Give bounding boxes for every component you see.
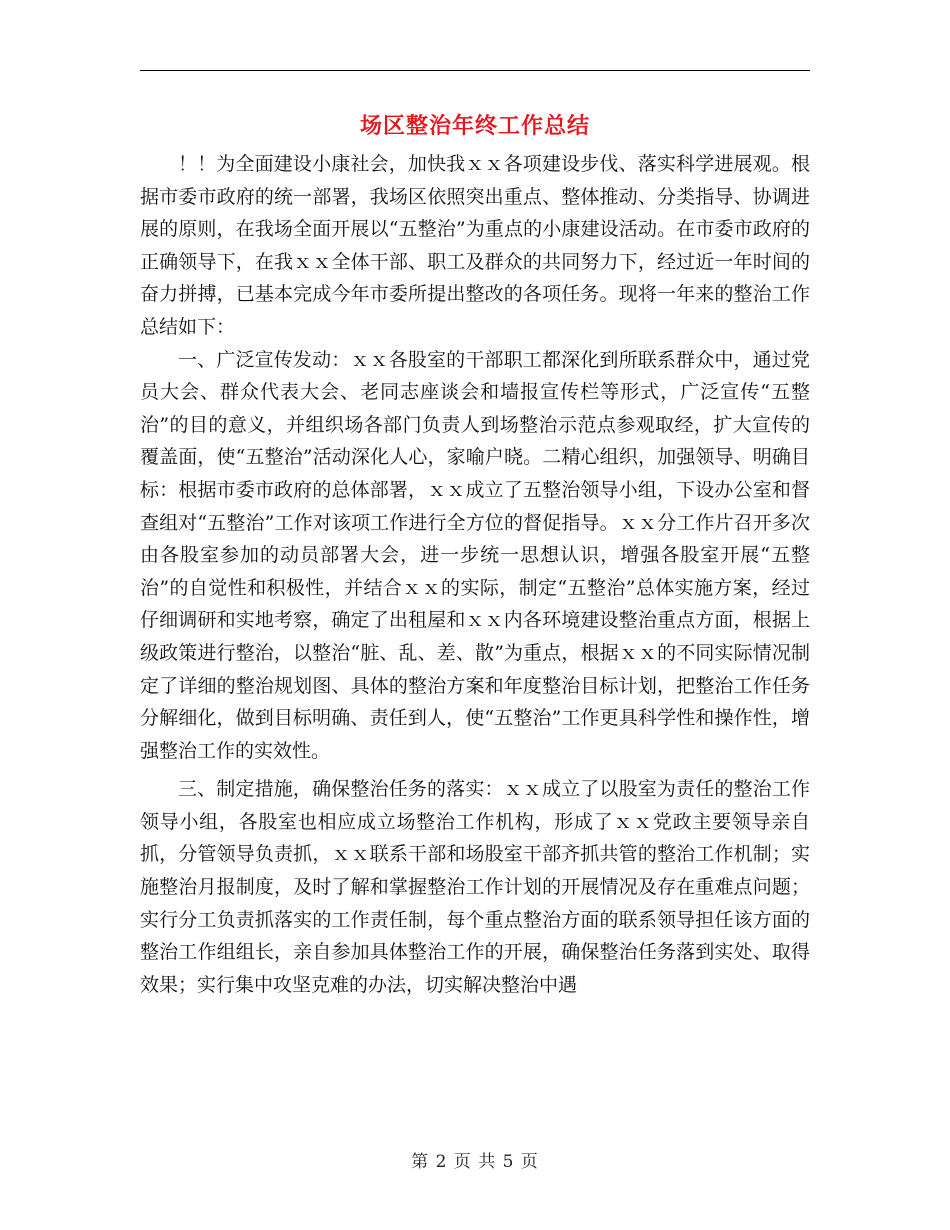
body-paragraph-measures: 三、制定措施，确保整治任务的落实：ｘｘ成立了以股室为责任的整治工作领导小组，各股室也相应成立场整治工作机构，形成了ｘｘ党政主要领导亲自抓，分管领导负责抓，ｘｘ联系干部和场股室干部齐抓共管的整治工作机制；实施整治月报制度，及时了解和掌握整治工作计划的开展情况及存在重难点问题；实行分工负责抓落实的工作责任制，每个重点整治方面的联系领导担任该方面的整治工作组组长，亲自参加具体整治工作的开展，确保整治任务落到实处、取得效果；实行集中攻坚克难的办法，切实解决整治中遇 bbox=[140, 778, 810, 996]
document-body bbox=[140, 148, 810, 1001]
document-title: 场区整治年终工作总结 bbox=[359, 113, 590, 139]
page-number: 第 2 页 共 5 页 bbox=[411, 1152, 539, 1172]
body-paragraph-publicity: 一、广泛宣传发动：ｘｘ各股室的干部职工都深化到所联系群众中，通过党员大会、群众代表大会、老同志座谈会和墙报宣传栏等形式，广泛宣传“五整治”的目的意义，并组织场各部门负责人到场整治示范点参观取经，扩大宣传的覆盖面，使“五整治”活动深化人心，家喻户晓。二精心组织，加强领导、明确目标：根据市委市政府的总体部署，ｘｘ成立了五整治领导小组，下设办公室和督查组对“五整治”工作对该项工作进行全方位的督促指导。ｘｘ分工作片召开多次由各股室参加的动员部署大会，进一步统一思想认识，增强各股室开展“五整治”的自觉性和积极性，并结合ｘｘ的实际，制定“五整治”总体实施方案，经过仔细调研和实地考察，确定了出租屋和ｘｘ内各环境建设整治重点方面，根据上级政策进行整治，以整治“脏、乱、差、散”为重点，根据ｘｘ的不同实际情况制定了详细的整治规划图、具体的整治方案和年度整治目标计划，把整治工作任务分解细化，做到目标明确、责任到人，使“五整治”工作更具科学性和操作性，增强整治工作的实效性。 bbox=[140, 348, 810, 762]
body-paragraph-intro: ！！为全面建设小康社会，加快我ｘｘ各项建设步伐、落实科学进展观。根据市委市政府的统一部署，我场区依照突出重点、整体推动、分类指导、协调进展的原则，在我场全面开展以“五整治”为重点的小康建设活动。在市委市政府的正确领导下，在我ｘｘ全体干部、职工及群众的共同努力下，经过近一年时间的奋力拼搏，已基本完成今年市委所提出整改的各项任务。现将一年来的整治工作总结如下： bbox=[140, 153, 810, 338]
header-rule bbox=[140, 70, 810, 71]
